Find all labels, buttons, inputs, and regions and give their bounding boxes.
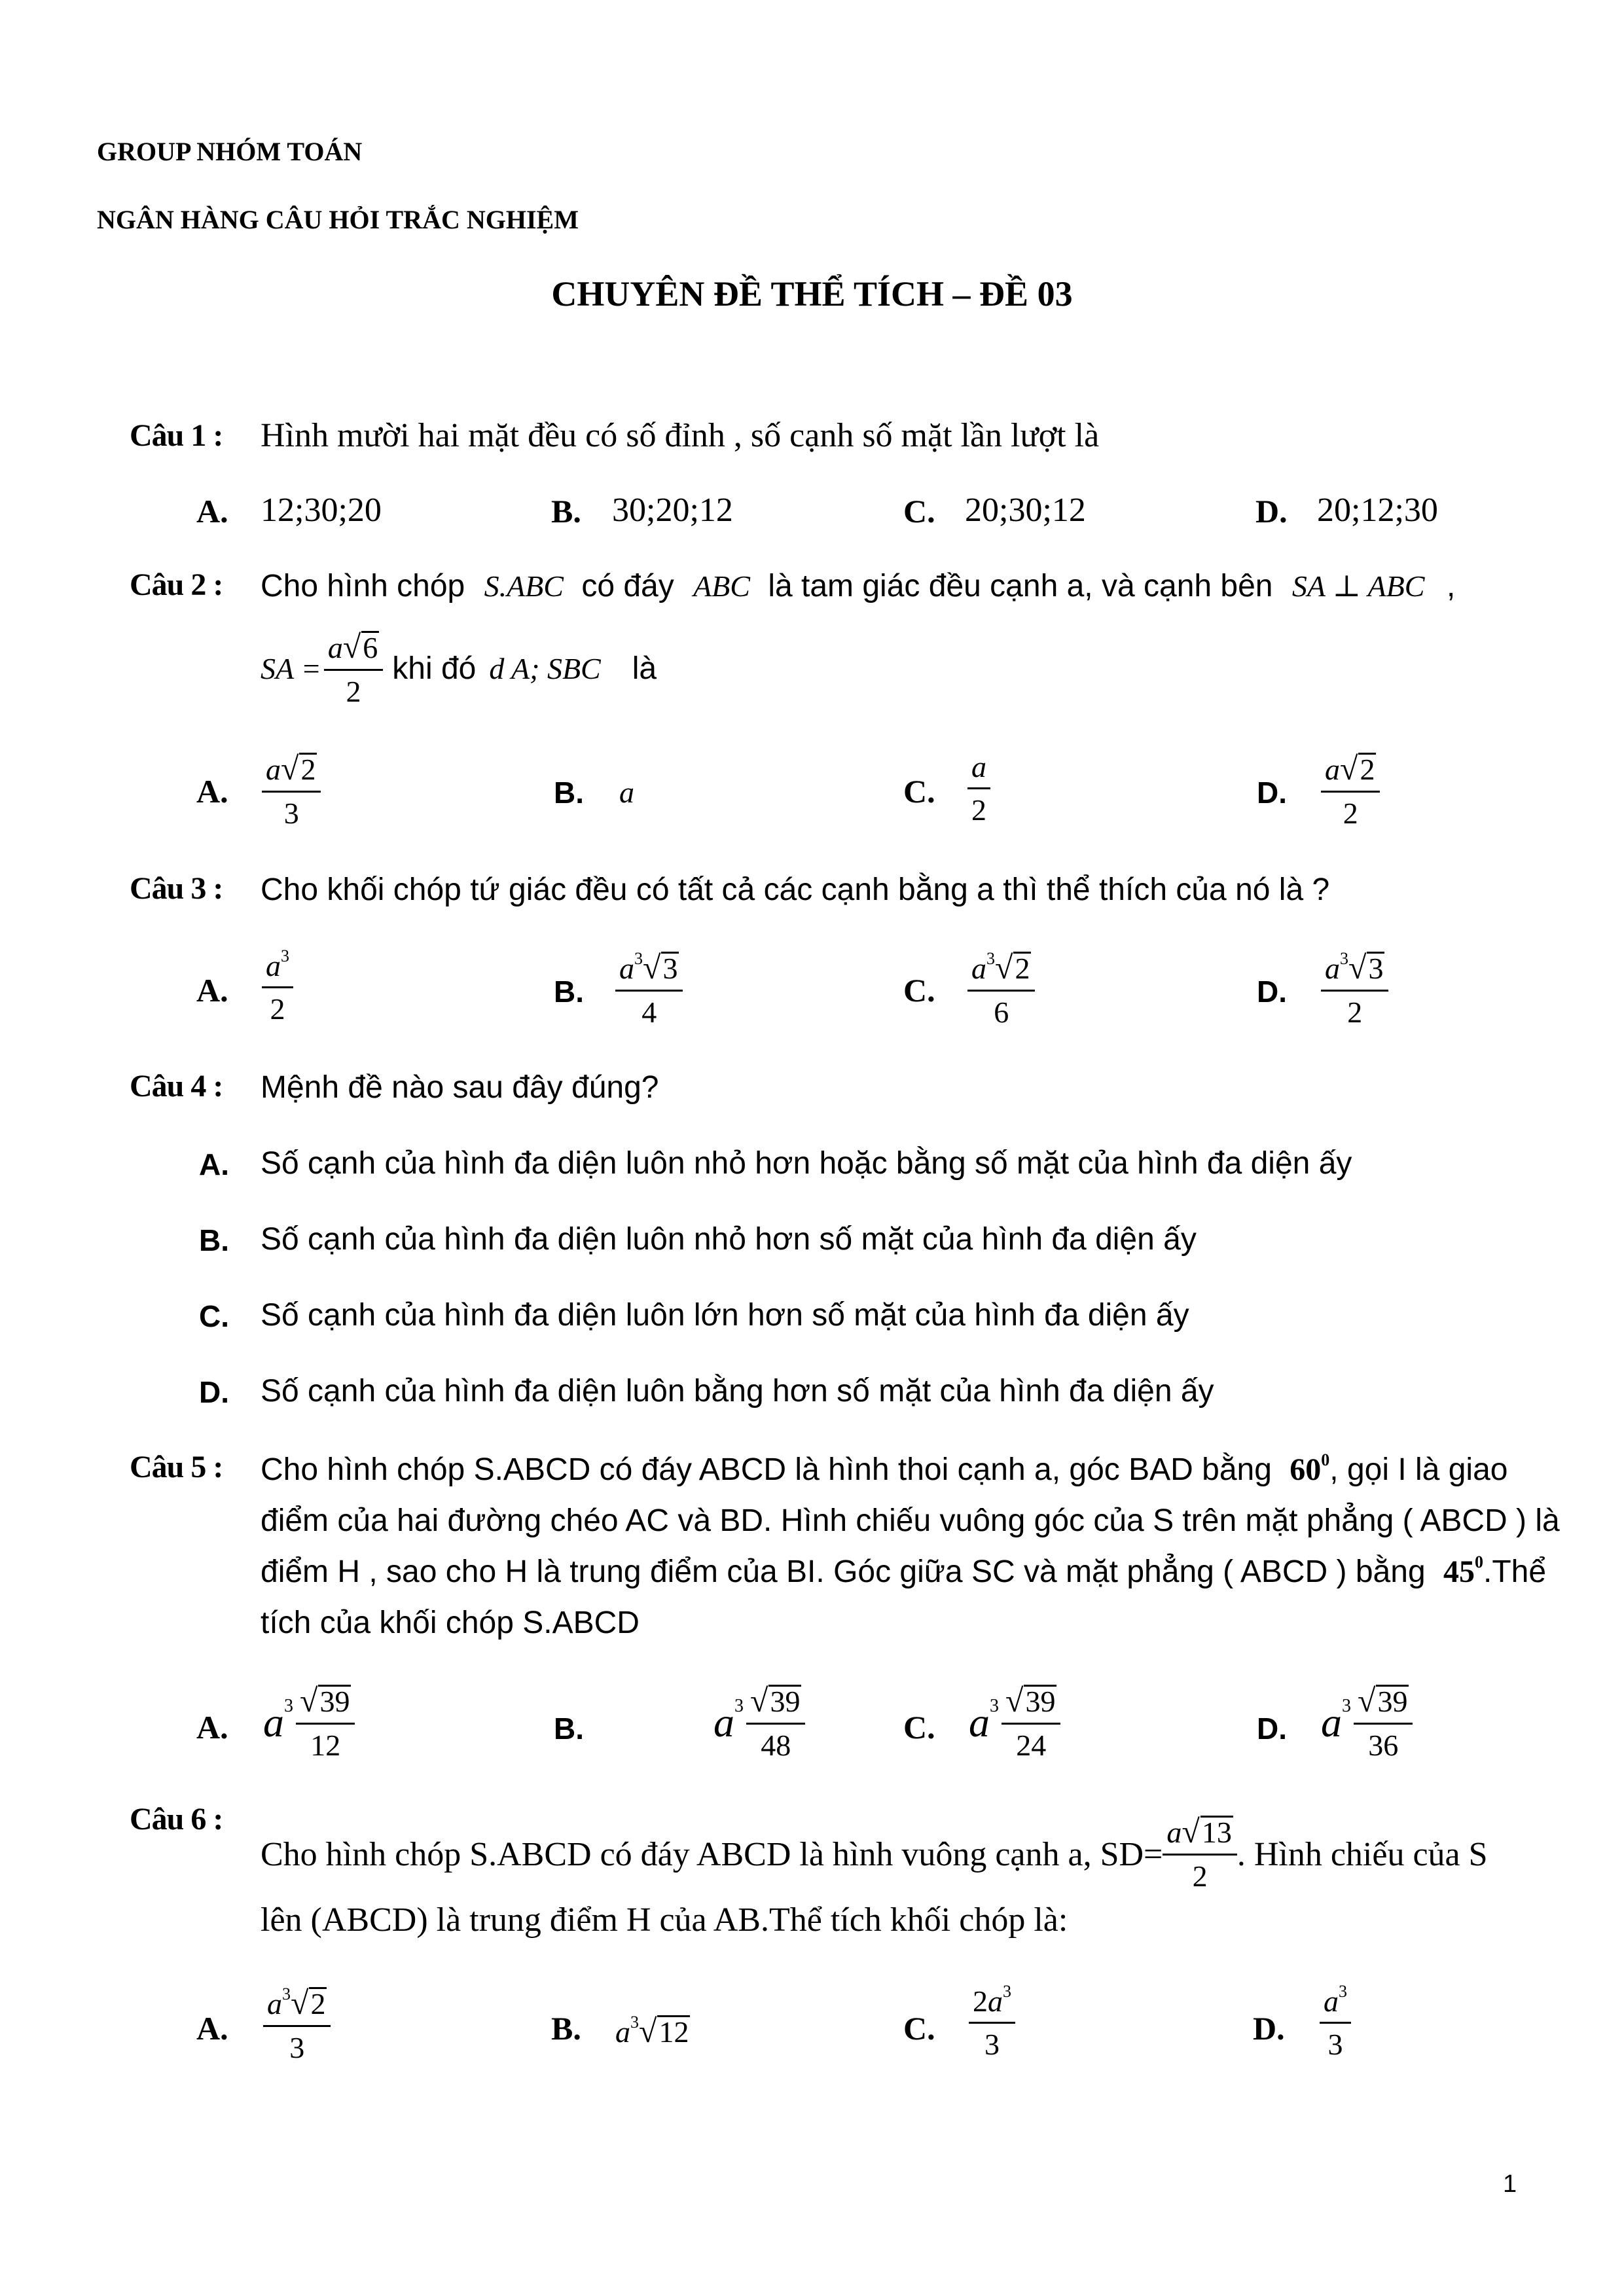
q3-opt-d: $\frac{a^3√3}{2}$ [1321,949,1388,1030]
q5-opt-d-rad: 39 [1377,1685,1408,1718]
q5-opt-c-exp: 3 [990,1695,999,1716]
q1-opt-d-label: D. [1255,493,1288,529]
q5-line1-a: Cho hình chóp S.ABCD có đáy ABCD là hình thoi cạnh a, góc BAD bằng [261,1452,1272,1487]
q6-opt-d-base: a [1324,1984,1339,2018]
q5-opt-c: $a^3$ $\frac{√39}{24}$ [969,1682,1060,1763]
q5-opt-b-base [713,1695,744,1747]
q2-opt-d-num-rad: 2 [1360,753,1375,786]
q6-opt-c [969,1984,1015,2062]
q5-opt-b-base-letter: a [713,1698,734,1746]
q2-math-abc: ABC [693,569,750,603]
q6-sd-num-rad: 13 [1201,1816,1232,1849]
q3-opt-a [262,946,293,1027]
q4-text: Mệnh đề nào sau đây đúng? [261,1070,659,1105]
q2-sa-den: 2 [346,674,361,708]
q2-comma: , [1447,569,1456,603]
q2-sa-num-a: a [327,631,343,664]
q5-opt-a-den: 12 [310,1728,341,1762]
q5-opt-b-exp: 3 [734,1695,744,1716]
q6-line1-a: Cho hình chóp S.ABCD có đáy ABCD là hình vuông cạnh a, SD= [261,1836,1163,1874]
q2-sa-label: SA = [261,652,321,686]
q6-opt-d-den: 3 [1327,2027,1343,2061]
q2-label: Câu 2 : [130,567,223,602]
q2-text-4: khi đó [392,651,477,687]
q2-opt-c-label: C. [903,773,935,810]
q5-opt-b-label: B. [554,1712,584,1746]
q5-opt-a-label: A. [196,1709,228,1746]
q5-angle-60-value: 60 [1290,1452,1322,1487]
q6-opt-b: $a^3√12$ [615,2013,689,2049]
q6-line1-b: . Hình chiếu của S [1236,1836,1488,1874]
q6-sd-num-a: a [1166,1816,1182,1849]
q3-opt-b-exp: 3 [634,949,643,968]
q5-opt-a-base [263,1695,293,1747]
q5-opt-b-den: 48 [761,1728,791,1762]
q6-line2: lên (ABCD) là trung điểm H của AB.Thể tích khối chóp là: [261,1901,1068,1939]
q1-opt-a-label: A. [196,493,228,529]
q6-opt-a: $\frac{a^3√2}{3}$ [263,1984,331,2065]
q3-opt-c-base: a [971,952,986,985]
q5-opt-c-label: C. [903,1709,935,1746]
q4-opt-a-label: A. [199,1147,229,1181]
q2-opt-a-den: 3 [283,796,299,830]
q5-line1-b: , gọi I là giao [1329,1452,1508,1487]
q2-line2 [261,628,657,709]
q3-opt-c-exp: 3 [986,949,995,968]
q5-opt-a-rad: 39 [319,1685,350,1718]
q3-opt-c-label: C. [903,972,935,1009]
q5-opt-c-base-letter: a [969,1698,990,1746]
q2-opt-a: $\frac{a√2}{3}$ [262,750,321,831]
q1-label: Câu 1 : [130,418,223,453]
q2-opt-a-num-a: a [266,753,281,786]
q1-text: Hình mười hai mặt đều có số đỉnh , số cạnh số mặt lần lượt là [261,417,1100,454]
q2-opt-c-den: 2 [971,793,986,827]
q2-opt-b-label: B. [554,776,584,810]
page-title: CHUYÊN ĐỀ THỂ TÍCH – ĐỀ 03 [551,274,1073,314]
q4-opt-b-label: B. [199,1223,229,1257]
q6-opt-c-label: C. [903,2010,935,2047]
q6-opt-b-rad: 12 [659,2015,689,2049]
q3-opt-a-den: 2 [270,992,285,1026]
q2-opt-d-num-a: a [1325,753,1340,786]
q4-opt-c: Số cạnh của hình đa diện luôn lớn hơn số mặt của hình đa diện ấy [261,1298,1189,1333]
q3-opt-b-label: B. [554,975,584,1009]
q3-opt-c-rad: 2 [1015,952,1030,985]
header-bank: NGÂN HÀNG CÂU HỎI TRẮC NGHIỆM [97,205,579,234]
q1-opt-c-label: C. [903,493,935,529]
q2-math-sabc: S.ABC [484,569,564,603]
q5-opt-a-exp: 3 [284,1695,293,1716]
q5-opt-d-den: 36 [1368,1728,1399,1762]
q2-sa-fraction: $\frac{a√6}{2}$ [324,628,383,709]
q5-angle-45-degree: 0 [1474,1552,1483,1571]
q3-opt-d-label: D. [1257,975,1287,1009]
q2-opt-c-num: a [967,750,990,789]
q2-opt-b: a [619,776,634,809]
q6-sd-fraction: $\frac{a√13}{2}$ [1163,1813,1236,1893]
q3-opt-a-label: A. [196,972,228,1009]
q4-opt-b: Số cạnh của hình đa diện luôn nhỏ hơn số mặt của hình đa diện ấy [261,1222,1197,1257]
header-group: GROUP NHÓM TOÁN [97,137,363,166]
q2-opt-c [967,750,990,828]
q6-opt-d [1320,1984,1351,2062]
q5-angle-45 [1443,1554,1483,1589]
q6-opt-a-rad: 2 [310,1987,326,2020]
q6-opt-c-den: 3 [984,2027,1000,2061]
q2-opt-d-den: 2 [1343,796,1358,830]
q2-text-3: là tam giác đều cạnh a, và cạnh bên [768,569,1273,603]
q3-label: Câu 3 : [130,871,223,906]
q6-opt-d-label: D. [1253,2010,1285,2047]
q6-opt-b-base: a [615,2015,630,2049]
q5-opt-d-exp: 3 [1342,1695,1351,1716]
q2-math-perp: SA ⊥ ABC [1291,569,1425,603]
q2-sa-num-rad: 6 [363,631,378,664]
q5-opt-c-den: 24 [1016,1728,1047,1762]
q3-opt-b-rad: 3 [662,952,678,985]
q5-opt-a-base-letter: a [263,1698,284,1746]
q1-opt-c: 20;30;12 [965,492,1086,529]
q6-opt-c-exp: 3 [1003,1982,1011,2001]
q5-opt-d: $a^3$ $\frac{√39}{36}$ [1321,1682,1413,1763]
q4-opt-d-label: D. [199,1375,229,1409]
q5-opt-d-label: D. [1257,1712,1287,1746]
q6-opt-a-base: a [267,1987,282,2020]
q2-opt-d: $\frac{a√2}{2}$ [1321,750,1380,831]
q5-label: Câu 5 : [130,1450,223,1484]
q5-opt-d-base [1321,1695,1351,1747]
q1-opt-b-label: B. [551,493,581,529]
q3-opt-d-base: a [1325,952,1340,985]
q2-opt-a-label: A. [196,773,228,810]
q2-opt-a-num-rad: 2 [300,753,316,786]
q5-opt-c-rad: 39 [1025,1685,1056,1718]
q4-label: Câu 4 : [130,1069,223,1103]
q5-line3-a: điểm H , sao cho H là trung điểm của BI. Góc giữa SC và mặt phẳng ( ABCD ) bằng [261,1554,1426,1589]
q5-angle-60-degree: 0 [1321,1450,1330,1469]
q3-opt-a-exp: 3 [281,946,289,965]
q5-line1 [261,1452,1507,1488]
q6-opt-a-exp: 3 [282,1984,291,2003]
q6-opt-b-label: B. [551,2010,581,2047]
q4-opt-c-label: C. [199,1299,229,1333]
q1-opt-b: 30;20;12 [612,492,733,529]
page-number: 1 [1503,2170,1517,2198]
q2-text-2: có đáy [581,569,674,603]
q5-line3 [261,1554,1546,1590]
q4-opt-d: Số cạnh của hình đa diện luôn bằng hơn số mặt của hình đa diện ấy [261,1374,1214,1408]
q3-text: Cho khối chóp tứ giác đều có tất cả các cạnh bằng a thì thể thích của nó là ? [261,872,1330,907]
q5-opt-a: $a^3$ $\frac{√39}{12}$ [263,1682,355,1763]
q3-opt-b-den: 4 [641,995,657,1029]
q1-opt-d: 20;12;30 [1317,492,1438,529]
q3-opt-c: $\frac{a^3√2}{6}$ [967,949,1035,1030]
q3-opt-c-den: 6 [994,995,1009,1029]
q6-sd-den: 2 [1192,1859,1208,1893]
q5-line4: tích của khối chóp S.ABCD [261,1605,640,1640]
q2-line1 [261,568,1424,604]
q5-opt-d-base-letter: a [1321,1698,1342,1746]
q6-line1 [261,1813,1488,1893]
q3-opt-d-rad: 3 [1368,952,1384,985]
q3-opt-d-den: 2 [1347,995,1363,1029]
q2-math-distance: d A; SBC [489,652,601,686]
q5-opt-b-rad: 39 [770,1685,801,1718]
q6-opt-a-label: A. [196,2010,228,2047]
q5-opt-c-base [969,1695,999,1747]
q3-opt-b: $\frac{a^3√3}{4}$ [615,949,683,1030]
q3-opt-b-base: a [619,952,634,985]
q4-opt-a: Số cạnh của hình đa diện luôn nhỏ hơn hoặc bằng số mặt của hình đa diện ấy [261,1146,1352,1181]
q3-opt-d-exp: 3 [1340,949,1348,968]
q2-opt-d-label: D. [1257,776,1287,810]
q5-angle-45-value: 45 [1443,1554,1475,1589]
q6-opt-a-den: 3 [289,2030,305,2064]
q5-opt-b: $a^3$ $\frac{√39}{48}$ [713,1682,805,1763]
q6-label: Câu 6 : [130,1802,223,1837]
q6-opt-c-base: a [988,1984,1003,2018]
q5-angle-60 [1290,1452,1329,1487]
q5-line3-b: .Thể [1483,1554,1547,1589]
q2-text-1: Cho hình chóp [261,569,465,603]
q6-opt-c-coef: 2 [973,1984,988,2018]
q6-opt-d-exp: 3 [1339,1982,1347,2001]
q3-opt-a-base: a [266,949,281,982]
q6-opt-b-exp: 3 [630,2013,639,2032]
q1-opt-a: 12;30;20 [261,492,382,529]
q2-text-5: là [632,651,657,687]
q5-line2: điểm của hai đường chéo AC và BD. Hình chiếu vuông góc của S trên mặt phẳng ( ABCD ) là [261,1503,1560,1538]
